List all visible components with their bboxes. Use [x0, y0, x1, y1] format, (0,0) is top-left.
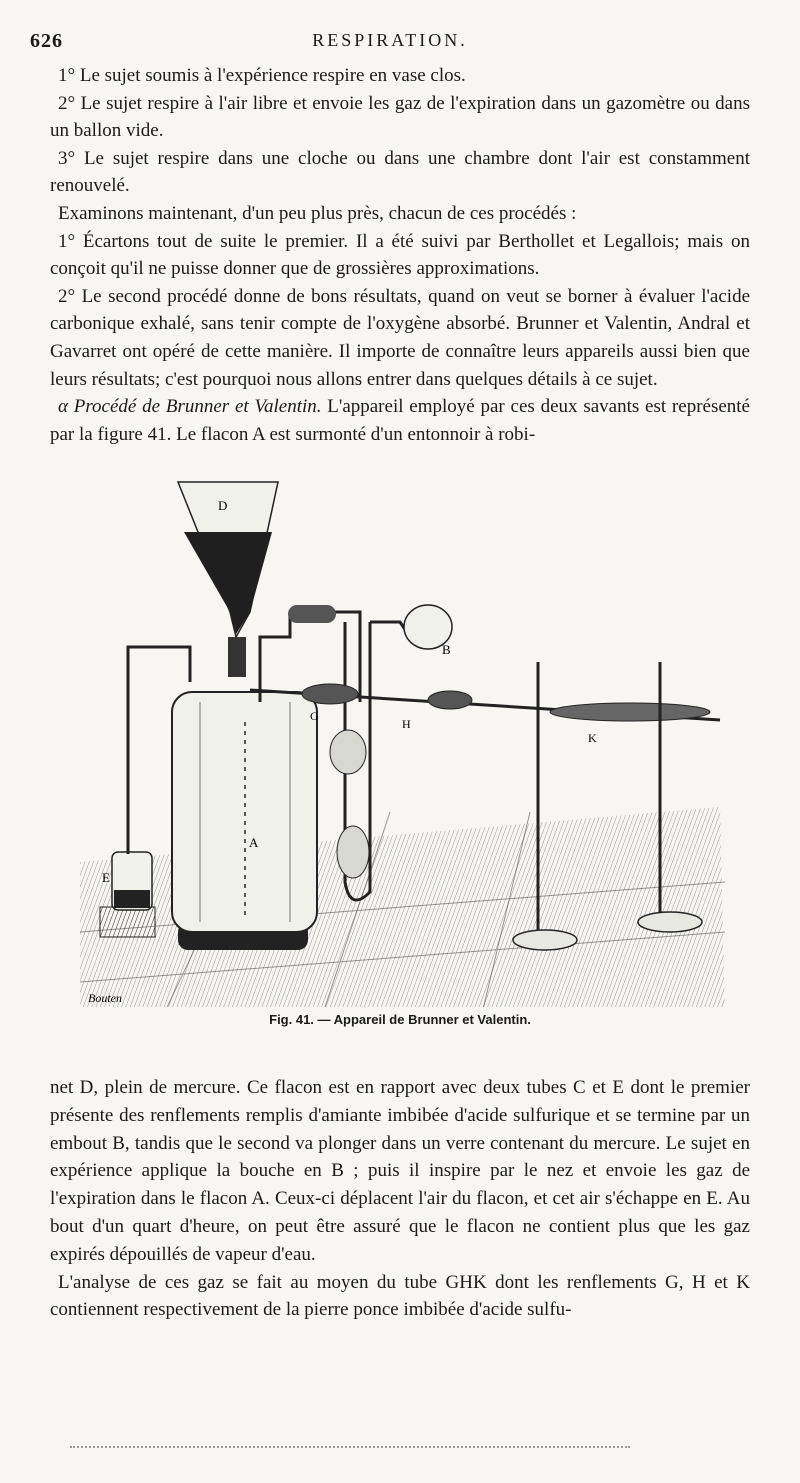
funnel-mercury	[184, 532, 272, 634]
paragraph-first: 1° Écartons tout de suite le premier. Il a été suivi par Berthollet et Legallois; mais on conçoit qu'il ne puisse donner que de grossières approximations.	[50, 230, 750, 280]
stand-left-base	[513, 930, 577, 950]
page-number: 626	[30, 30, 63, 52]
label-h: H	[402, 717, 411, 731]
bulb-h	[428, 691, 472, 709]
label-k: K	[588, 731, 597, 745]
caption-number: Fig. 41.	[269, 1012, 314, 1027]
label-e: E	[102, 870, 110, 885]
procedure-heading: α Procédé de Brunner et Valentin.	[58, 396, 322, 418]
label-a: A	[249, 835, 259, 850]
running-head: RESPIRATION.	[312, 30, 468, 50]
bottom-text-block	[50, 1074, 750, 1324]
paragraph-analysis: L'analyse de ces gaz se fait au moyen du tube GHK dont les renflements G, H et K contiennent respectivement de la pierre ponce imbibée d'acide sulfu-	[50, 1271, 750, 1321]
figure-41	[60, 462, 740, 1042]
engraver-signature: Bouten	[88, 991, 122, 1005]
tube-c	[260, 612, 305, 702]
apparatus-illustration	[60, 462, 740, 1007]
bulb-g-bottom	[337, 826, 369, 878]
small-flask-mercury	[114, 890, 150, 908]
top-text-block	[50, 62, 750, 448]
paragraph-method-2: 2° Le sujet respire à l'air libre et envoie les gaz de l'expiration dans un gazomètre ou dans un ballon vide.	[50, 92, 750, 142]
bulb-g	[302, 684, 358, 704]
paragraph-apparatus: net D, plein de mercure. Ce flacon est en rapport avec deux tubes C et E dont le premier présente des renflements remplis d'amiante imbibée d'acide sulfurique et se termine par un embout B, tandis que le second va plonger dans un verre contenant du mercure. Le sujet en expérience applique la bouche en B ; puis il inspire par le nez et envoie les gaz de l'expiration dans le flacon A. Ceux-ci déplacent l'air du flacon, et cet air s'échappe en E. Au bout d'un quart d'heure, on peut être assuré que le flacon ne contient plus que les gaz expirés dépouillés de vapeur d'eau.	[50, 1077, 750, 1265]
stand-right-base	[638, 912, 702, 932]
asbestos-tube-top	[288, 605, 336, 623]
label-d: D	[218, 498, 228, 513]
label-g: G	[310, 709, 319, 723]
paragraph-second: 2° Le second procédé donne de bons résultats, quand on veut se borner à évaluer l'acide carbonique exhalé, sans tenir compte de l'oxygène absorbé. Brunner et Valentin, Andral et Gavarret ont opéré de cette manière. Il importe de connaître leurs appareils aussi bien que leurs résultats; c'est pourquoi nous allons entrer dans quelques détails à ce sujet.	[50, 285, 750, 390]
paragraph-examine: Examinons maintenant, d'un peu plus près, chacun de ces procédés :	[58, 202, 577, 224]
footer-dotted-rule	[70, 1446, 630, 1448]
paragraph-method-1: 1° Le sujet soumis à l'expérience respire en vase clos.	[58, 65, 466, 86]
caption-text: — Appareil de Brunner et Valentin.	[313, 1012, 531, 1027]
paragraph-method-3: 3° Le sujet respire dans une cloche ou dans une chambre dont l'air est constamment renouvelé.	[50, 147, 750, 197]
bulb-k	[550, 703, 710, 721]
small-flask-block	[100, 907, 155, 937]
label-b: B	[442, 642, 451, 657]
stopcock	[228, 637, 246, 677]
figure-caption	[60, 1012, 740, 1027]
procedure-text: L'appareil employé par ces deux savants est représenté par la figure 41. Le flacon A est surmonté d'un entonnoir à robi-	[50, 396, 750, 445]
page-header	[30, 30, 750, 56]
bulb-g-lower	[330, 730, 366, 774]
paragraph-procedure	[50, 393, 750, 448]
